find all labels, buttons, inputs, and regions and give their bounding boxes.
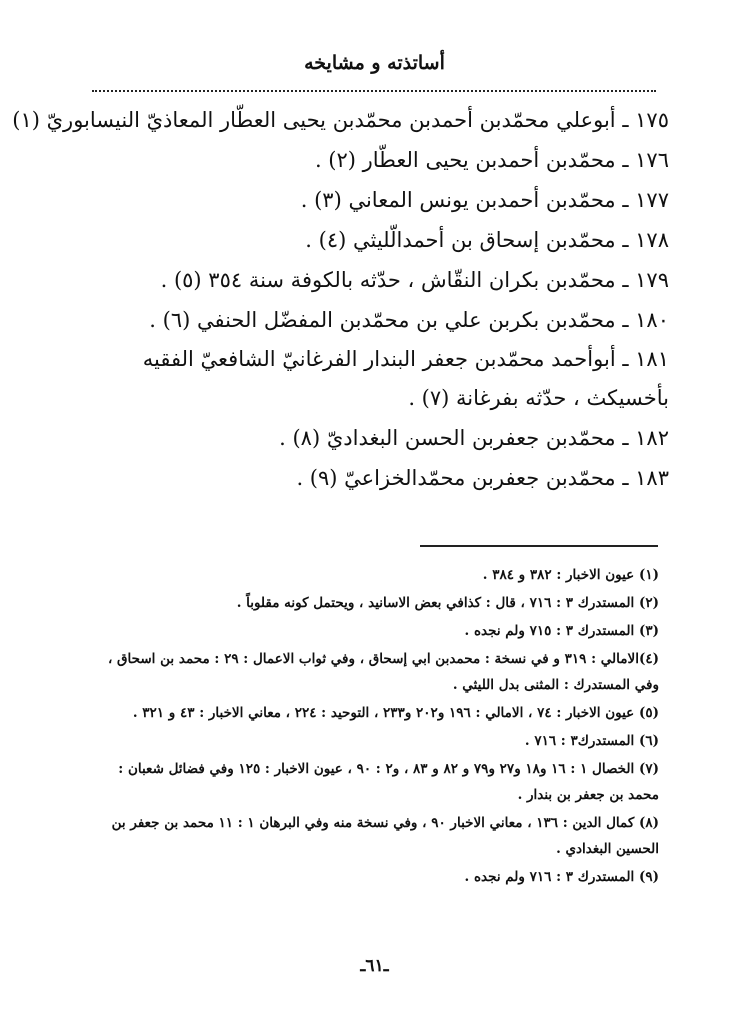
footnote-8: (٨) كمال الدين : ١٣٦ ، معاني الاخبار ٩٠ ، وفي نسخة منه وفي البرهان ١ : ١١ محمد بن جعفر بن الحسين البغدادي .: [111, 815, 659, 857]
entries-list: [12, 100, 669, 498]
entry-183: ١٨٣ ـ محمّدبن جعفربن محمّدالخزاعيّ (٩) .: [296, 466, 669, 490]
entry-179: ١٧٩ ـ محمّدبن بكران النقّاش ، حدّثه بالكوفة سنة ٣٥٤ (٥) .: [160, 268, 669, 292]
entry-177: ١٧٧ ـ محمّدبن أحمدبن يونس المعاني (٣) .: [300, 188, 669, 212]
footnote-5: (٥) عيون الاخبار : ٧٤ ، الامالي : ١٩٦ و٢٠٢ و٢٣٣ ، التوحيد : ٢٢٤ ، معاني الاخبار : ٤٣ و ٣٢١ .: [132, 705, 659, 721]
footnote-separator: [420, 545, 658, 547]
entry-175: ١٧٥ ـ أبوعلي محمّدبن أحمدبن محمّدبن يحيى العطّار المعاذيّ النيسابوريّ (١): [12, 108, 669, 132]
page-header: أساتذته و مشايخه: [304, 52, 445, 74]
entry-180: ١٨٠ ـ محمّدبن بكربن علي بن محمّدبن المفضّل الحنفي (٦) .: [149, 308, 669, 332]
footnote-7: (٧) الخصال ١ : ١٦ و١٨ و٢٧ و٧٩ و ٨٢ و ٨٣ ، و٢ : ٩٠ ، عيون الاخبار : ١٢٥ وفي فضائل شعبان : محمد بن جعفر بن بندار .: [118, 761, 659, 803]
entry-178: ١٧٨ ـ محمّدبن إسحاق بن أحمدالّليثي (٤) .: [305, 228, 669, 252]
footnote-2: (٢) المستدرك ٣ : ٧١٦ ، قال : كذافي بعض الاسانيد ، ويحتمل كونه مقلوباً .: [236, 595, 659, 611]
footnote-1: (١) عيون الاخبار : ٣٨٢ و ٣٨٤ .: [482, 567, 659, 583]
header-dotted-divider: [92, 90, 656, 92]
footnote-3: (٣) المستدرك ٣ : ٧١٥ ولم نجده .: [464, 623, 659, 639]
footnote-9: (٩) المستدرك ٣ : ٧١٦ ولم نجده .: [464, 869, 659, 885]
entry-181: ١٨١ ـ أبوأحمد محمّدبن جعفر البندار الفرغانيّ الشافعيّ الفقيه بأخسيكث ، حدّثه بفرغانة (٧) .: [142, 347, 669, 410]
entry-182: ١٨٢ ـ محمّدبن جعفربن الحسن البغداديّ (٨) .: [279, 426, 669, 450]
footnote-6: (٦) المستدرك٣ : ٧١٦ .: [524, 733, 659, 749]
footnotes-list: [99, 562, 659, 892]
entry-176: ١٧٦ ـ محمّدبن أحمدبن يحيى العطّار (٢) .: [314, 148, 669, 172]
page-number: ـ٦١ـ: [360, 956, 389, 976]
footnote-4: (٤)الامالي : ٣١٩ و في نسخة : محمدبن ابي إسحاق ، وفي ثواب الاعمال : ٢٩ : محمد بن اسحاق ، وفي المستدرك : المثنى بدل الليثي .: [108, 651, 659, 693]
